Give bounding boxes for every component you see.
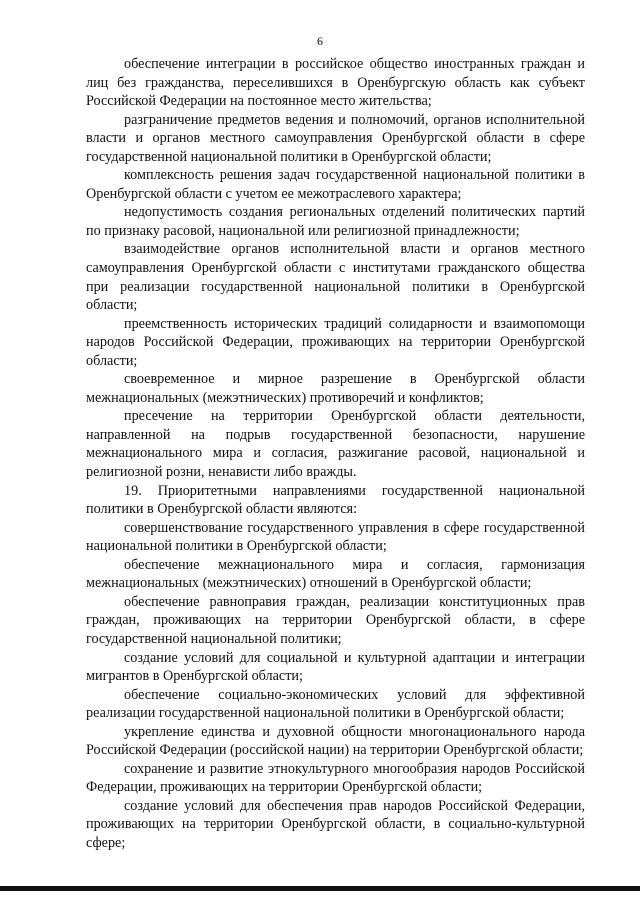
paragraph: недопустимость создания региональных отделений политических партий по признаку расовой, национальной или религиозной принадлежности; [86,204,585,239]
paragraph: сохранение и развитие этнокультурного многообразия народов Российской Федерации, проживающих на территории Оренбургской области; [86,760,585,796]
paragraph: своевременное и мирное разрешение в Оренбургской области межнациональных (межэтнических) противоречий и конфликтов; [86,371,585,406]
paragraph: обеспечение равноправия граждан, реализации конституционных прав граждан, проживающих на территории Оренбургской области, в сфере государственной национальной политики; [86,593,585,647]
section-heading-paragraph: 19. Приоритетными направлениями государственной национальной политики в Оренбургской области являются: [86,482,585,518]
paragraph: преемственность исторических традиций солидарности и взаимопомощи народов Российской Федерации, проживающих на территории Оренбургской области; [86,315,585,369]
paragraph: укрепление единства и духовной общности многонационального народа Российской Федерации (российской нации) на территории Оренбургской области; [86,723,585,759]
paragraph: комплексность решения задач государственной национальной политики в Оренбургской области с учетом ее межотраслевого характера; [86,167,585,202]
paragraph: разграничение предметов ведения и полномочий, органов исполнительной власти и органов местного самоуправления Оренбургской области в сфере государственной национальной политики в Оренбургской области; [86,111,585,165]
paragraph: обеспечение социально-экономических условий для эффективной реализации государственной национальной политики в Оренбургской области; [86,686,585,722]
paragraph: создание условий для социальной и культурной адаптации и интеграции мигрантов в Оренбургской области; [86,649,585,685]
paragraph: создание условий для обеспечения прав народов Российской Федерации, проживающих на территории Оренбургской области, в социально-культурной сфере; [86,797,585,851]
paragraph: совершенствование государственного управления в сфере государственной национальной политики в Оренбургской области; [86,519,585,555]
paragraph: обеспечение интеграции в российское общество иностранных граждан и лиц без гражданства, переселившихся в Оренбургскую область как субъект Российской Федерации на постоянное место жительства; [86,56,585,110]
page-number: 6 [317,34,323,48]
page-bottom-rule [0,886,640,891]
document-body [86,55,585,853]
paragraph: пресечение на территории Оренбургской области деятельности, направленной на подрыв государственной безопасности, нарушение межнационального мира и согласия, разжигание расовой, национальной и религиозной розни, ненависти либо вражды. [86,408,585,481]
paragraph: обеспечение межнационального мира и согласия, гармонизация межнациональных (межэтнических) отношений в Оренбургской области; [86,556,585,592]
paragraph: взаимодействие органов исполнительной власти и органов местного самоуправления Оренбургской области с институтами гражданского общества при реализации государственной национальной политики в Оренбургской области; [86,241,585,314]
